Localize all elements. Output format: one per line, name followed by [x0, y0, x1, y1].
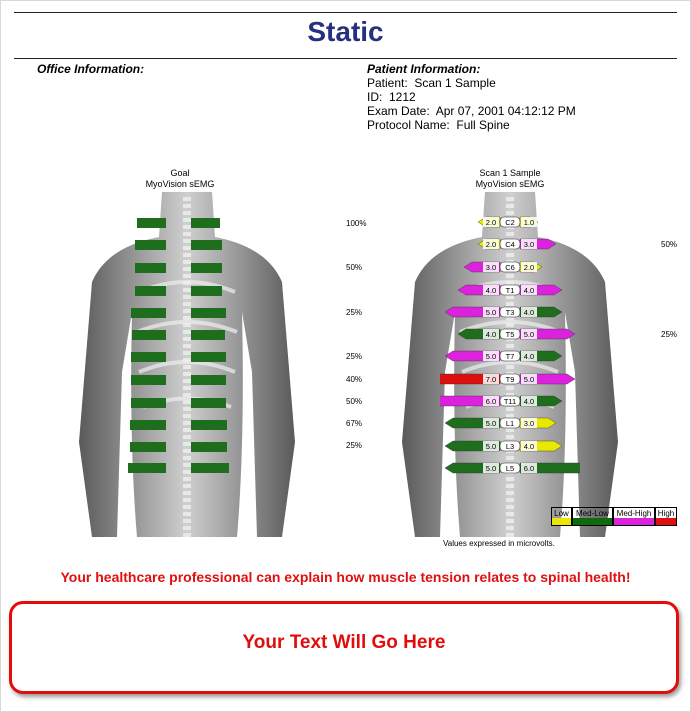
scan-row — [445, 307, 562, 317]
scan-value-left: 3.0 — [485, 263, 497, 272]
goal-percent: 100% — [346, 219, 367, 228]
scan-value-right: 5.0 — [523, 330, 535, 339]
scan-value-left: 2.0 — [485, 218, 497, 227]
units-note: Values expressed in microvolts. — [443, 539, 555, 548]
goal-bar-left — [135, 240, 166, 250]
goal-bar-right — [191, 442, 227, 452]
scan-row — [440, 374, 575, 384]
vertebra-label: C2 — [505, 218, 515, 227]
scan-row — [445, 351, 562, 361]
vertebra-label: T9 — [505, 375, 515, 384]
goal-caption — [120, 168, 240, 190]
office-information-header: Office Information: — [37, 62, 145, 76]
legend-med-high — [613, 507, 655, 526]
scan-value-right: 4.0 — [523, 397, 535, 406]
scan-value-left: 5.0 — [485, 442, 497, 451]
goal-caption-subtitle: MyoVision sEMG — [145, 179, 215, 189]
goal-bar-right — [191, 375, 226, 385]
goal-bar-right — [191, 463, 229, 473]
scan-value-right: 4.0 — [523, 352, 535, 361]
legend-swatch — [656, 518, 676, 525]
goal-bar-left — [130, 442, 166, 452]
scan-row — [445, 463, 580, 473]
scan-row — [445, 441, 562, 451]
goal-bar-right — [191, 240, 222, 250]
scan-value-right: 6.0 — [523, 464, 535, 473]
scan-row — [445, 418, 556, 428]
scan-value-left: 4.0 — [485, 330, 497, 339]
custom-text-box[interactable] — [9, 601, 679, 694]
scan-row — [464, 262, 542, 272]
goal-bar-left — [128, 463, 166, 473]
scan-value-left: 6.0 — [485, 397, 497, 406]
scan-value-right: 1.0 — [523, 218, 535, 227]
scan-caption-title: Scan 1 Sample — [479, 168, 541, 178]
scan-percent: 50% — [661, 240, 678, 249]
scan-value-right: 3.0 — [523, 419, 535, 428]
legend-label: High — [657, 509, 675, 518]
scan-value-right: 4.0 — [523, 308, 535, 317]
scan-caption — [450, 168, 570, 190]
legend-med-low — [572, 507, 613, 526]
goal-bar-right — [191, 352, 226, 362]
vertebra-label: T3 — [505, 308, 515, 317]
goal-bar-left — [132, 330, 166, 340]
legend-high — [655, 507, 677, 526]
scan-value-right: 4.0 — [523, 442, 535, 451]
goal-percent: 40% — [346, 375, 363, 384]
goal-bar-right — [191, 308, 226, 318]
custom-text-placeholder: Your Text Will Go Here — [242, 632, 446, 653]
vertebra-label: T1 — [505, 286, 515, 295]
scan-row — [458, 285, 562, 295]
vertebra-label: L1 — [505, 419, 515, 428]
goal-bar-left — [135, 286, 166, 296]
goal-bar-left — [131, 398, 166, 408]
legend-swatch — [573, 518, 612, 525]
scan-readings — [440, 210, 580, 480]
goal-percent: 25% — [346, 441, 363, 450]
scan-row — [478, 217, 538, 227]
goal-percent: 25% — [346, 308, 363, 317]
vertebra-label: T7 — [505, 352, 515, 361]
goal-percent: 50% — [346, 263, 363, 272]
patient-information-header: Patient Information: — [367, 62, 481, 76]
scan-value-right: 3.0 — [523, 240, 535, 249]
scan-value-left: 7.0 — [485, 375, 497, 384]
goal-percent: 67% — [346, 419, 363, 428]
legend-label: Med-Low — [576, 509, 609, 518]
goal-body-figure — [77, 192, 297, 537]
goal-bar-right — [191, 330, 225, 340]
goal-bar-left — [131, 375, 166, 385]
scan-value-left: 2.0 — [485, 240, 497, 249]
goal-bar-left — [131, 308, 166, 318]
goal-bar-right — [191, 286, 222, 296]
vertebra-label: C4 — [505, 240, 515, 249]
legend-low — [551, 507, 572, 526]
scan-caption-subtitle: MyoVision sEMG — [475, 179, 545, 189]
goal-bar-left — [135, 263, 166, 273]
goal-caption-title: Goal — [170, 168, 190, 178]
protocol-name: Protocol Name: Full Spine — [367, 118, 510, 132]
exam-date: Exam Date: Apr 07, 2001 04:12:12 PM — [367, 104, 576, 118]
scan-value-left: 5.0 — [485, 308, 497, 317]
goal-bar-right — [191, 218, 220, 228]
title-rule — [14, 58, 677, 59]
health-message: Your healthcare professional can explain how muscle tension relates to spinal health! — [60, 569, 631, 585]
goal-bar-right — [191, 420, 227, 430]
vertebra-label: L3 — [505, 442, 515, 451]
patient-information — [367, 76, 576, 132]
scan-value-left: 5.0 — [485, 352, 497, 361]
goal-bar-left — [131, 352, 166, 362]
legend-label: Low — [554, 509, 569, 518]
scan-value-left: 5.0 — [485, 464, 497, 473]
severity-legend — [551, 507, 677, 526]
vertebra-label: T11 — [503, 397, 517, 406]
vertebra-label: L5 — [505, 464, 515, 473]
goal-percent: 25% — [346, 352, 363, 361]
goal-bar-left — [130, 420, 166, 430]
goal-bar-right — [191, 263, 222, 273]
scan-percent: 25% — [661, 330, 678, 339]
patient-id: ID: 1212 — [367, 90, 416, 104]
patient-name: Patient: Scan 1 Sample — [367, 76, 496, 90]
legend-swatch — [614, 518, 654, 525]
scan-value-left: 4.0 — [485, 286, 497, 295]
goal-bar-left — [137, 218, 166, 228]
top-rule — [14, 12, 677, 13]
goal-percent: 50% — [346, 397, 363, 406]
scan-value-right: 4.0 — [523, 286, 535, 295]
scan-row — [440, 396, 562, 406]
scan-value-left: 5.0 — [485, 419, 497, 428]
legend-swatch — [552, 518, 571, 525]
vertebra-label: T5 — [505, 330, 515, 339]
legend-label: Med-High — [616, 509, 652, 518]
vertebra-label: C6 — [505, 263, 515, 272]
scan-value-right: 5.0 — [523, 375, 535, 384]
scan-row — [458, 329, 575, 339]
scan-value-right: 2.0 — [523, 263, 535, 272]
scan-row — [478, 239, 556, 249]
goal-bar-right — [191, 398, 226, 408]
page-title: Static — [307, 16, 384, 47]
